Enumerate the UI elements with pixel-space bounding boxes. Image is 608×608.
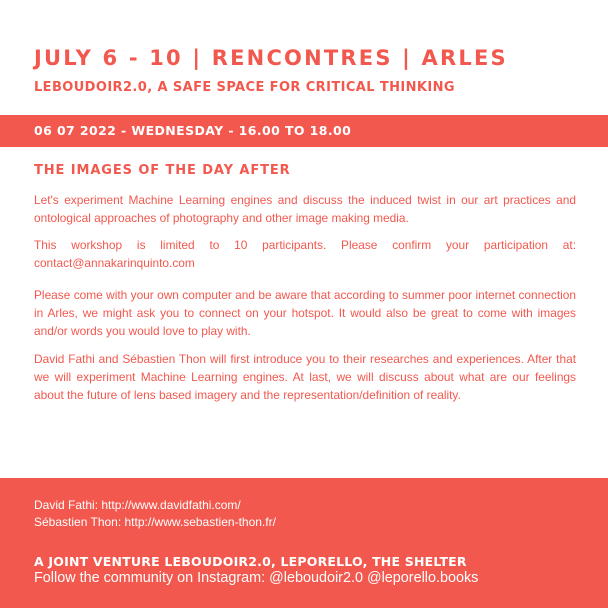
footer-link-david-fathi[interactable]: David Fathi: http://www.davidfathi.com/ bbox=[34, 498, 241, 512]
event-title: JULY 6 - 10 | RENCONTRES | ARLES bbox=[34, 46, 508, 70]
date-banner bbox=[0, 115, 608, 147]
date-banner-text: 06 07 2022 - WEDNESDAY - 16.00 TO 18.00 bbox=[34, 123, 352, 138]
event-subtitle: LEBOUDOIR2.0, A SAFE SPACE FOR CRITICAL THINKING bbox=[34, 80, 455, 95]
requirements-paragraph: Please come with your own computer and be aware that according to summer poor internet connection in Arles, we might ask you to connect on your hotspot. It would also be great to come with images and/or words you would love to play with. bbox=[34, 288, 576, 338]
footer bbox=[0, 478, 608, 608]
workshop-description-paragraph: Let's experiment Machine Learning engines and discuss the induced twist in our art practices and ontological approaches of photography and other image making media. bbox=[34, 193, 576, 225]
participation-paragraph: This workshop is limited to 10 participants. Please confirm your participation at: contact@annakarinquinto.com bbox=[34, 238, 576, 270]
instagram-community-text: Follow the community on Instagram: @leboudoir2.0 @leporello.books bbox=[34, 570, 479, 586]
program-paragraph: David Fathi and Sébastien Thon will first introduce you to their researches and experiences. After that we will experiment Machine Learning engines. At last, we will discuss about what are our feelings about the future of lens based imagery and the representation/definition of reality. bbox=[34, 352, 576, 402]
joint-venture-text: A JOINT VENTURE LEBOUDOIR2.0, LEPORELLO, THE SHELTER bbox=[34, 554, 467, 569]
workshop-title: THE IMAGES OF THE DAY AFTER bbox=[34, 163, 291, 178]
footer-link-sebastien-thon[interactable]: Sébastien Thon: http://www.sebastien-thon.fr/ bbox=[34, 515, 276, 529]
